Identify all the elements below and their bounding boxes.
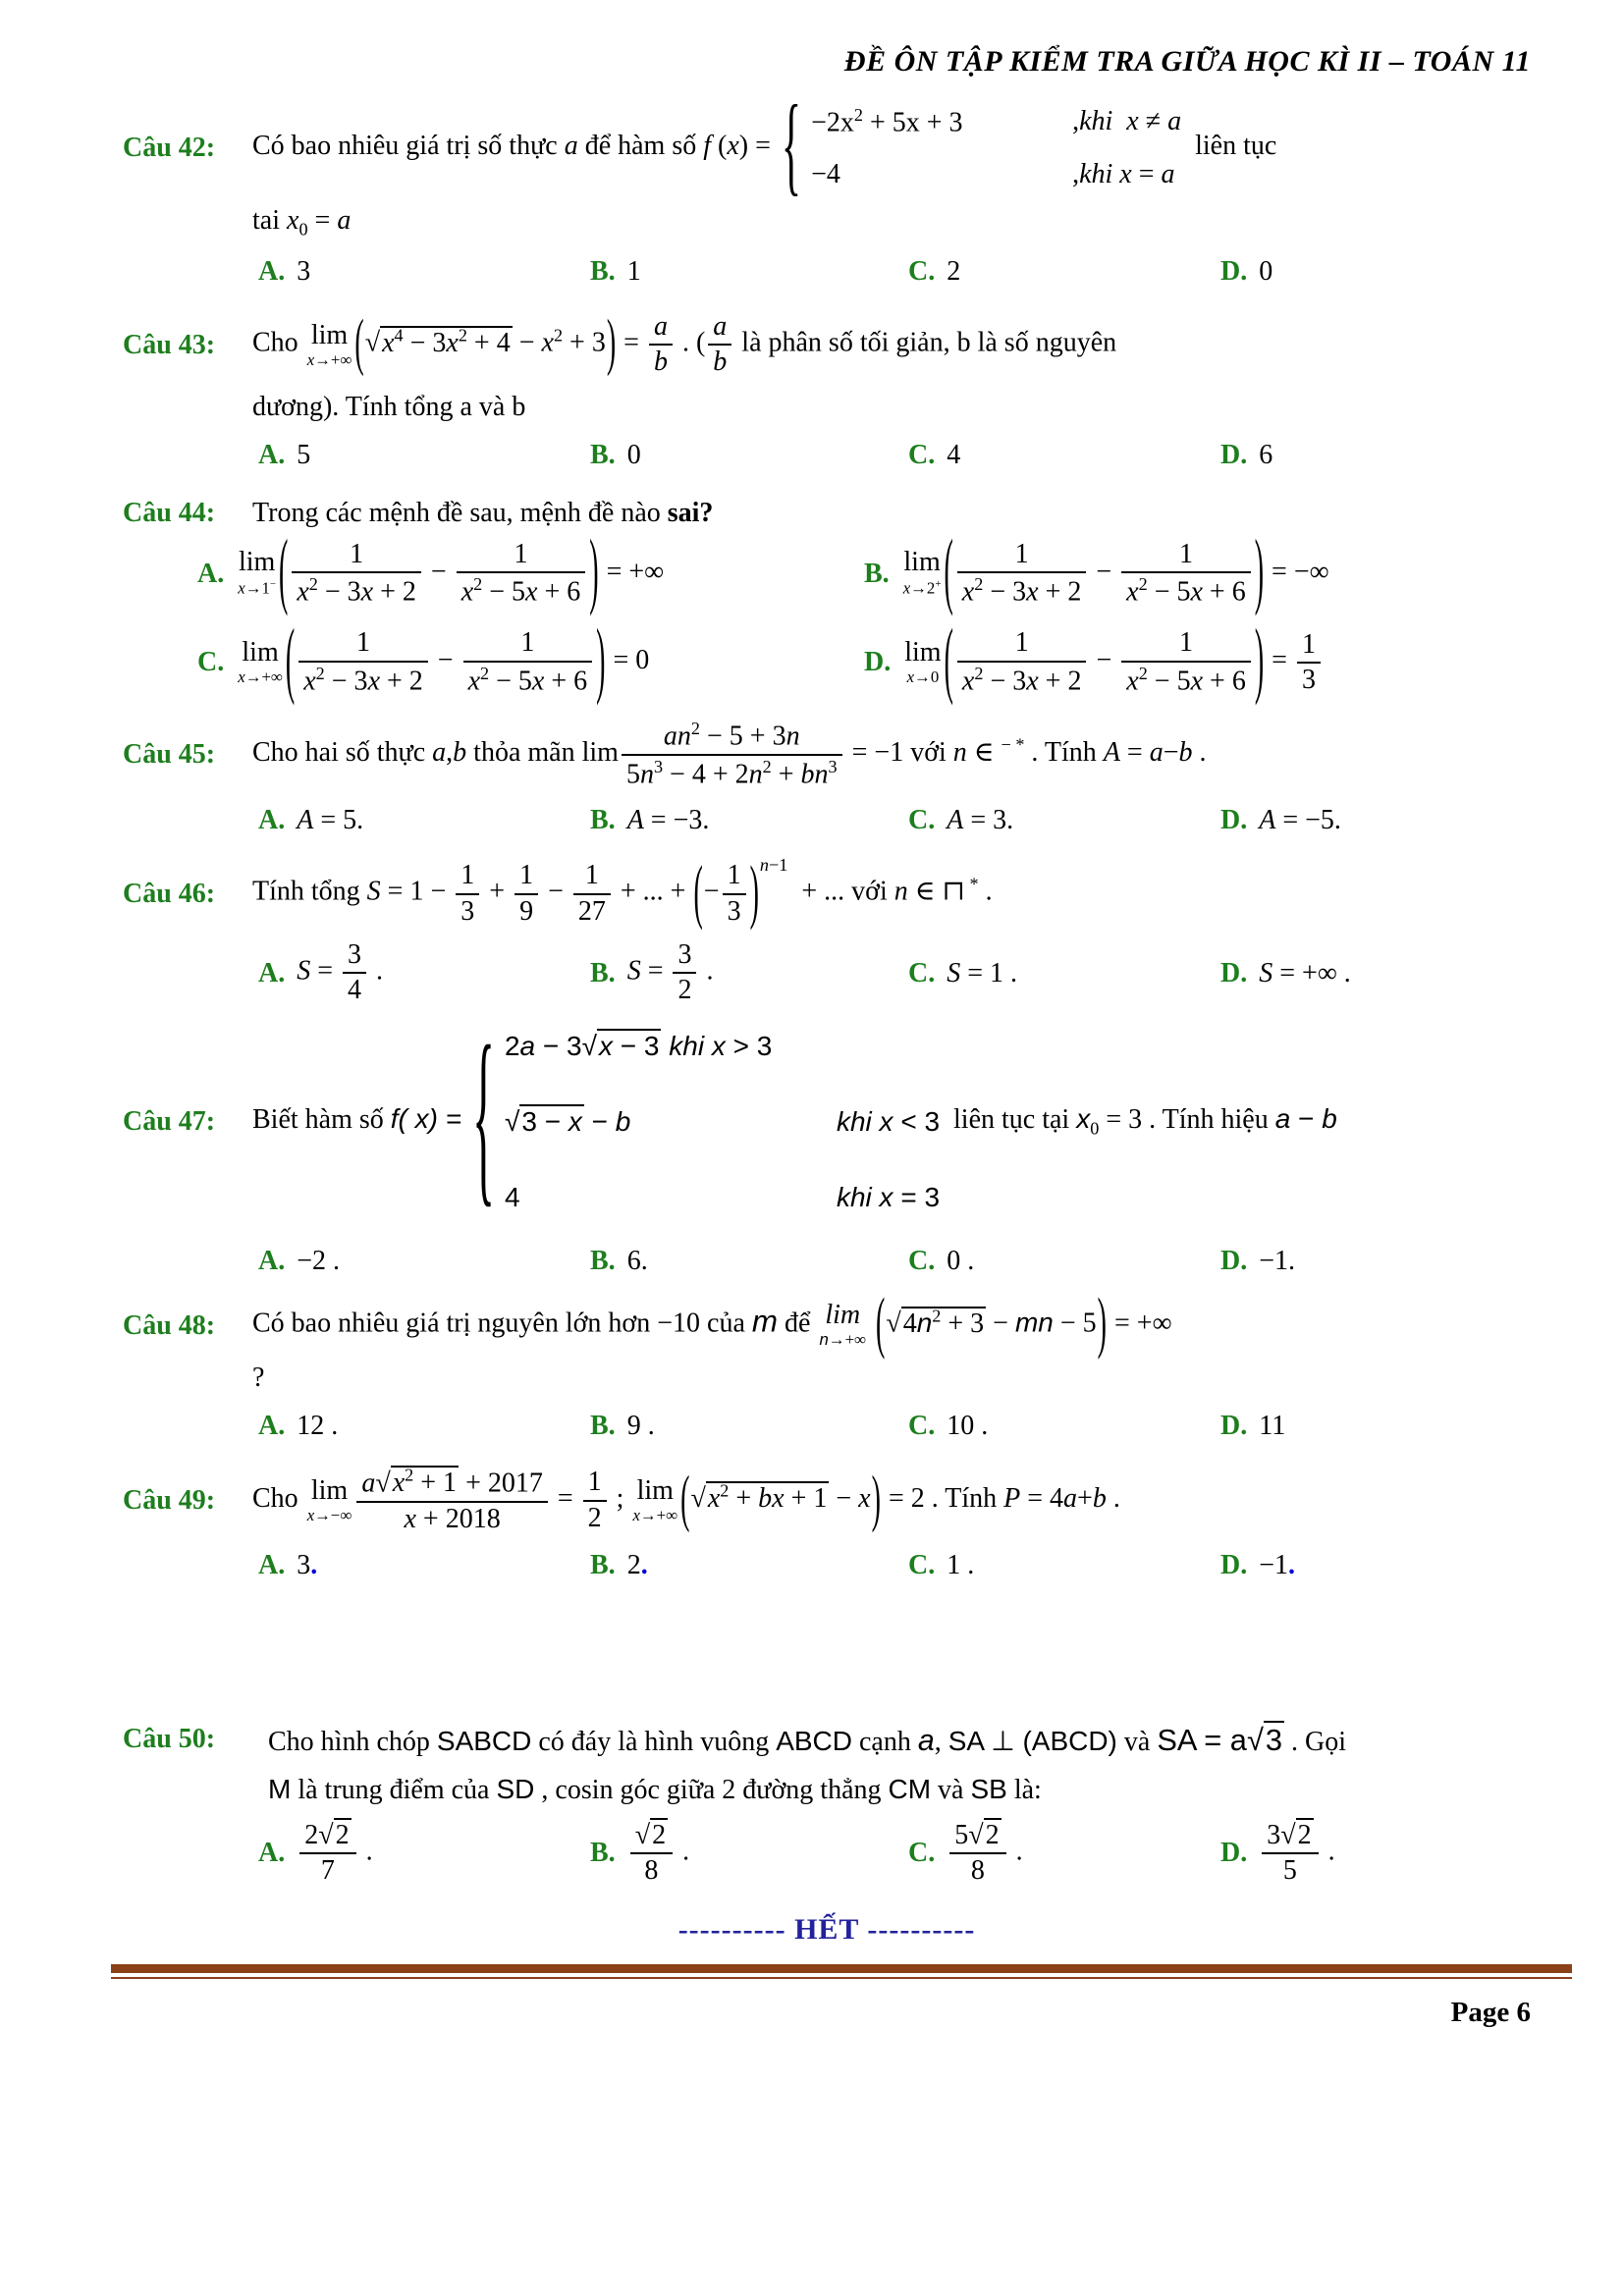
option-value: −2 . <box>297 1246 341 1277</box>
question-body: Cho lim x→−∞ $\frac{a√x^2 + 1 + 2017}{x + 2018}$ = $\frac{1}{2}$ ; lim x→+∞ ($√x^2$ + bx + 1 − x) = 2 . Tính P = 4a+b . <box>252 1464 1120 1534</box>
option-value: 9 . <box>626 1411 655 1442</box>
option-value: lim x→2+ ( $\frac{1}{x^2 - 3x + 2}$ − $\frac{1}{x^2 - 5x + 6}$ ) = −∞ <box>902 524 1329 619</box>
option-letter: C. <box>908 256 936 288</box>
option-a <box>197 524 864 619</box>
question-43 <box>123 308 1531 471</box>
option-c <box>908 956 1220 990</box>
option-b <box>590 1244 908 1278</box>
option-b <box>590 1821 908 1886</box>
option-c <box>908 1409 1220 1443</box>
question-body: Cho hai số thực a,b thỏa mãn lim $\frac{an^2 - 5 + 3n}{5n^3 - 4 + 2n^2 + bn^3}$ = −1 với n ∈ − * . Tính A = a−b . <box>252 719 1207 790</box>
option-c <box>908 1244 1220 1278</box>
option-value: 0 <box>1259 256 1273 288</box>
option-value: S = $\frac{3}{2}$ . <box>626 938 714 1006</box>
option-letter: B. <box>590 1411 616 1442</box>
option-letter: A. <box>258 957 286 988</box>
option-letter: A. <box>258 1838 286 1869</box>
option-value: 2. <box>626 1549 648 1580</box>
option-value: $\frac{3√2}{5}$ . <box>1259 1821 1334 1886</box>
option-value: $\frac{√2}{8}$ . <box>627 1821 689 1886</box>
option-letter: B. <box>590 805 616 836</box>
option-value: 0 <box>626 439 641 470</box>
option-value: 5 <box>297 439 311 470</box>
options-row <box>258 940 1531 1005</box>
option-d <box>1220 956 1531 990</box>
option-letter: C. <box>908 1838 936 1869</box>
question-46 <box>123 852 1531 1006</box>
question-continuation: dương). Tính tổng a và b <box>252 391 526 422</box>
option-value: 11 <box>1259 1411 1286 1442</box>
option-value: S = +∞ . <box>1259 957 1351 988</box>
option-letter: C. <box>908 1246 936 1277</box>
option-letter: A. <box>258 256 286 288</box>
option-c <box>908 254 1220 289</box>
option-value: $\frac{5√2}{8}$ . <box>947 1821 1022 1886</box>
option-value: $\frac{2√2}{7}$ . <box>297 1821 372 1886</box>
option-letter: D. <box>1220 1838 1248 1869</box>
option-c <box>908 438 1220 472</box>
option-letter: D. <box>1220 957 1248 988</box>
options-grid <box>197 524 1531 709</box>
option-d <box>1220 1409 1531 1443</box>
question-label: Câu 46: <box>123 879 216 910</box>
option-letter: A. <box>197 558 225 589</box>
footer-divider <box>111 1964 1572 1979</box>
option-b <box>590 940 908 1005</box>
end-of-exam-text: ---------- HẾT ---------- <box>677 1913 976 1947</box>
options-row <box>258 1409 1531 1443</box>
option-value: 6 <box>1259 439 1273 470</box>
option-value: 1 . <box>947 1549 975 1580</box>
options-row <box>258 1548 1531 1582</box>
option-b <box>864 524 1531 619</box>
option-a <box>258 1244 590 1278</box>
option-value: A = 3. <box>947 805 1014 836</box>
option-letter: D. <box>1220 1246 1248 1277</box>
question-label: Câu 48: <box>123 1309 216 1341</box>
question-42 <box>123 86 1531 290</box>
option-c <box>908 1821 1220 1886</box>
option-value: 10 . <box>947 1411 989 1442</box>
question-body: Có bao nhiêu giá trị nguyên lớn hơn −10 của m để lim n→+∞ ($√4n^2 + 3$ − mn − 5) = +∞ <box>252 1286 1172 1362</box>
question-label: Câu 44: <box>123 497 216 528</box>
options-row <box>258 1821 1531 1886</box>
question-body: Có bao nhiêu giá trị số thực a để hàm số f (x) = { $-2x^2 + 5x + 3$ ,khi x ≠ a −4 ,khi x = a liên tục <box>252 86 1277 209</box>
question-label: Câu 47: <box>123 1106 216 1138</box>
option-letter: B. <box>590 957 616 988</box>
option-b <box>590 438 908 472</box>
blank-gap <box>123 1582 1531 1698</box>
option-value: S = $\frac{3}{4}$ . <box>297 938 384 1006</box>
option-value: A = −5. <box>1259 805 1341 836</box>
option-value: −1. <box>1259 1549 1296 1580</box>
question-48 <box>123 1286 1531 1443</box>
option-letter: A. <box>258 1411 286 1442</box>
options-row <box>258 803 1531 837</box>
option-value: A = 5. <box>297 805 364 836</box>
question-50 <box>123 1722 1531 1886</box>
option-letter: D. <box>864 647 892 678</box>
option-letter: B. <box>590 1246 616 1277</box>
option-letter: A. <box>258 439 286 470</box>
question-body: Cho hình chóp SABCD có đáy là hình vuông ABCD cạnh a, SA ⊥ (ABCD) và SA = a√3 . Gọi <box>268 1722 1346 1757</box>
option-value: 0 . <box>947 1246 975 1277</box>
option-b <box>590 254 908 289</box>
option-letter: C. <box>908 957 936 988</box>
option-value: lim x→1− ( $\frac{1}{x^2 - 3x + 2}$ − $\frac{1}{x^2 - 5x + 6}$ ) = +∞ <box>238 524 665 619</box>
option-value: A = −3. <box>626 805 710 836</box>
option-a <box>258 803 590 837</box>
question-body: Biết hàm số f( x) = { 2a − 3√x − 3 khi x > 3 √3 − x − b khi x < 3 4 khi x = 3 liên tục tại $x_0 = 3$ . Tính hiệu a − b <box>252 1011 1337 1226</box>
question-label: Câu 42: <box>123 132 216 163</box>
option-letter: B. <box>590 256 616 288</box>
options-row <box>258 438 1531 472</box>
option-value: 3 <box>297 256 311 288</box>
option-value: 1 <box>626 256 641 288</box>
option-value: 12 . <box>297 1411 339 1442</box>
option-letter: D. <box>1220 1549 1248 1580</box>
option-letter: A. <box>258 1246 286 1277</box>
option-value: S = 1 . <box>947 957 1018 988</box>
page-header-title: ĐỀ ÔN TẬP KIỂM TRA GIỮA HỌC KÌ II – TOÁN 11 <box>843 45 1531 78</box>
option-c <box>908 803 1220 837</box>
option-letter: D. <box>1220 1411 1248 1442</box>
option-a <box>258 1821 590 1886</box>
question-label: Câu 45: <box>123 739 216 771</box>
option-b <box>590 1548 908 1582</box>
option-letter: A. <box>258 1549 286 1580</box>
option-value: −1. <box>1259 1246 1296 1277</box>
option-letter: C. <box>908 805 936 836</box>
option-d <box>1220 1821 1531 1886</box>
option-b <box>590 803 908 837</box>
option-value: lim x→0 ( $\frac{1}{x^2 - 3x + 2}$ − $\frac{1}{x^2 - 5x + 6}$ ) = $\frac{1}{3}$ <box>902 628 1324 696</box>
question-body: Tính tổng S = 1 − $\frac{1}{3}$ + $\frac{1}{9}$ − $\frac{1}{27}$ + ... + (− $\frac{1}{3}$ )$^{n-1}$ + ... với n ∈ ⊓ * . <box>252 852 993 933</box>
option-letter: B. <box>590 1838 616 1869</box>
question-continuation: M là trung điểm của SD , cosin góc giữa 2 đường thẳng CM và SB là: <box>268 1773 1042 1805</box>
option-value: 4 <box>947 439 961 470</box>
option-letter: B. <box>864 558 890 589</box>
option-d <box>1220 1244 1531 1278</box>
option-letter: D. <box>1220 439 1248 470</box>
question-label: Câu 50: <box>123 1723 216 1754</box>
option-value: 2 <box>947 256 961 288</box>
option-d <box>1220 1548 1531 1582</box>
option-letter: A. <box>258 805 286 836</box>
question-continuation: ? <box>252 1362 265 1394</box>
option-d <box>864 614 1531 709</box>
question-continuation: tai $x_0 = a$ <box>252 204 352 240</box>
option-a <box>258 254 590 289</box>
option-letter: C. <box>197 647 225 678</box>
option-letter: C. <box>908 439 936 470</box>
question-47 <box>123 1011 1531 1278</box>
question-label: Câu 43: <box>123 329 216 360</box>
option-letter: C. <box>908 1411 936 1442</box>
question-label: Câu 49: <box>123 1484 216 1516</box>
option-a <box>258 940 590 1005</box>
option-d <box>1220 803 1531 837</box>
option-a <box>258 438 590 472</box>
option-value: lim x→+∞ ( $\frac{1}{x^2 - 3x + 2}$ − $\frac{1}{x^2 - 5x + 6}$ ) = 0 <box>238 614 650 709</box>
option-c <box>908 1548 1220 1582</box>
option-letter: C. <box>908 1549 936 1580</box>
option-letter: D. <box>1220 256 1248 288</box>
question-45 <box>123 720 1531 837</box>
option-value: 6. <box>626 1246 648 1277</box>
option-b <box>590 1409 908 1443</box>
question-44 <box>123 496 1531 709</box>
page-number: Page 6 <box>1450 1996 1531 2028</box>
options-row <box>258 1244 1531 1278</box>
question-body: Cho lim x→+∞ $(√x^4 - 3x^2 + 4 - x^2 + 3)$ = $\frac{a}{b}$ . ( $\frac{a}{b}$ là phân số tối giản, b là số nguyên <box>252 308 1117 379</box>
option-letter: B. <box>590 439 616 470</box>
option-letter: D. <box>1220 805 1248 836</box>
option-value: 3. <box>297 1549 318 1580</box>
question-body: Trong các mệnh đề sau, mệnh đề nào sai? <box>252 497 714 528</box>
option-a <box>258 1409 590 1443</box>
option-letter: B. <box>590 1549 616 1580</box>
option-d <box>1220 254 1531 289</box>
question-49 <box>123 1464 1531 1582</box>
option-a <box>258 1548 590 1582</box>
option-d <box>1220 438 1531 472</box>
options-row <box>258 254 1531 289</box>
option-c <box>197 614 864 709</box>
